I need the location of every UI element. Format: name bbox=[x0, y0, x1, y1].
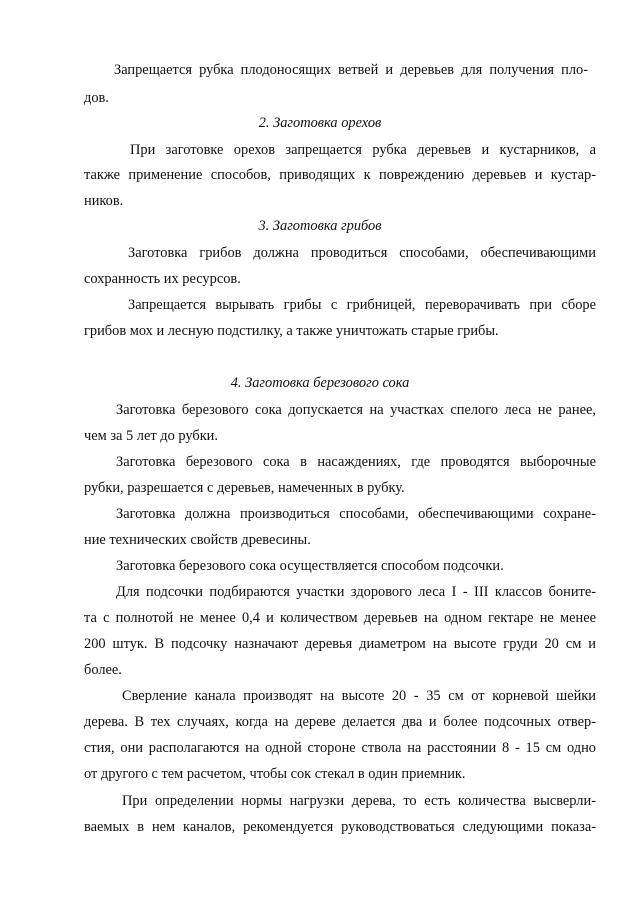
paragraph-line: 200 штук. В подсочку назначают деревья диаметром на высоте груди 20 см и bbox=[84, 636, 596, 652]
paragraph-line: рубки, разрешается с деревьев, намеченных в рубку. bbox=[84, 480, 405, 496]
paragraph-line: более. bbox=[84, 662, 122, 678]
paragraph-line: Запрещается рубка плодоносящих ветвей и деревьев для получения пло- bbox=[114, 62, 588, 78]
paragraph-line: также применение способов, приводящих к повреждению деревьев и кустар- bbox=[84, 167, 596, 183]
paragraph-line: сохранность их ресурсов. bbox=[84, 271, 241, 287]
paragraph-line: та с полнотой не менее 0,4 и количеством деревьев на одном гектаре не менее bbox=[84, 610, 596, 626]
paragraph-line: При заготовке орехов запрещается рубка деревьев и кустарников, а bbox=[130, 142, 596, 158]
paragraph-line: дерева. В тех случаях, когда на дереве делается два и более подсочных отвер- bbox=[84, 714, 596, 730]
paragraph-line: дов. bbox=[84, 90, 109, 106]
paragraph-line: грибов мох и лесную подстилку, а также уничтожать старые грибы. bbox=[84, 323, 499, 339]
paragraph-line: Сверление канала производят на высоте 20 - 35 см от корневой шейки bbox=[122, 688, 596, 704]
paragraph-line: При определении нормы нагрузки дерева, то есть количества высверли- bbox=[122, 793, 596, 809]
paragraph-line: Заготовка березового сока осуществляется способом подсочки. bbox=[116, 558, 504, 574]
paragraph-line: Для подсочки подбираются участки здорового леса I - III классов бонитe- bbox=[116, 584, 596, 600]
paragraph-line: чем за 5 лет до рубки. bbox=[84, 428, 218, 444]
section-heading-mushrooms: 3. Заготовка грибов bbox=[258, 218, 382, 234]
paragraph-line: Заготовка березового сока допускается на участках спелого леса не ранее, bbox=[116, 402, 596, 418]
paragraph-line: от другого с тем расчетом, чтобы сок стекал в один приемник. bbox=[84, 766, 466, 782]
paragraph-line: Заготовка должна производиться способами, обеспечивающими сохране- bbox=[116, 506, 596, 522]
paragraph-line: ние технических свойств древесины. bbox=[84, 532, 311, 548]
section-heading-birch-sap: 4. Заготовка березового сока bbox=[230, 375, 410, 391]
paragraph-line: Заготовка березового сока в насаждениях, где проводятся выборочные bbox=[116, 454, 596, 470]
paragraph-line: стия, они располагаются на одной стороне ствола на расстоянии 8 - 15 см одно bbox=[84, 740, 596, 756]
section-heading-nuts: 2. Заготовка орехов bbox=[258, 115, 382, 131]
paragraph-line: ваемых в нем каналов, рекомендуется руководствоваться следующими показа- bbox=[84, 819, 596, 835]
paragraph-line: Запрещается вырывать грибы с грибницей, переворачивать при сборе bbox=[128, 297, 596, 313]
paragraph-line: Заготовка грибов должна проводиться способами, обеспечивающими bbox=[128, 245, 596, 261]
paragraph-line: ников. bbox=[84, 193, 124, 209]
